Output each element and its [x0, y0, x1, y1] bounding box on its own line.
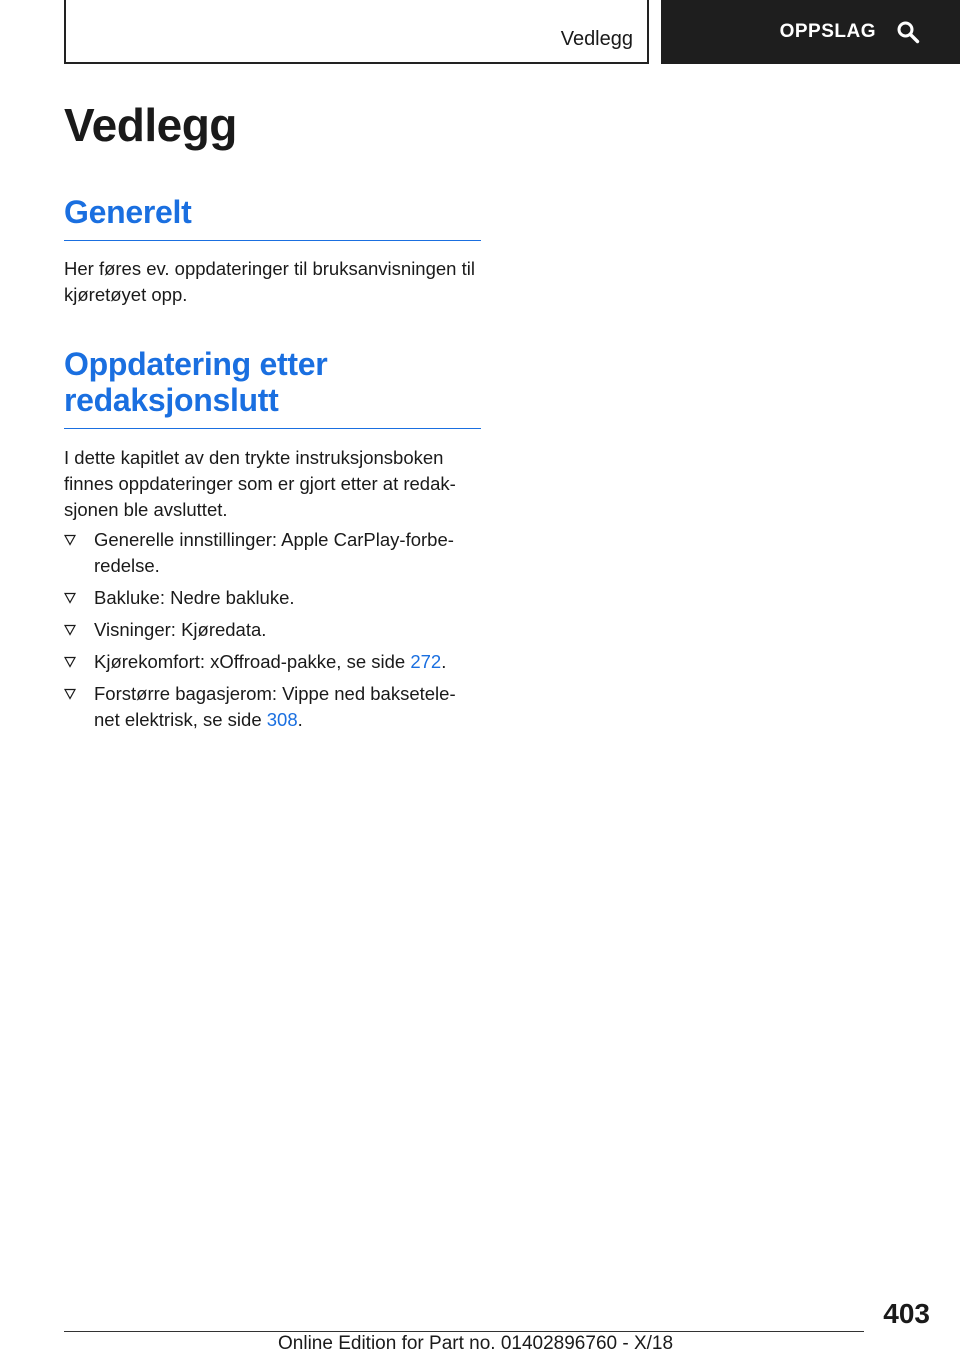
bullet-text: Bakluke: Nedre bakluke.: [94, 587, 295, 608]
page-number: 403: [883, 1298, 930, 1329]
section-paragraph-oppdatering: I dette kapitlet av den trykte instruksjonsboken finnes oppdateringer som er gjort etter at redak-sjonen ble avsluttet.: [64, 447, 456, 520]
triangle-bullet-icon: [64, 585, 78, 611]
list-item: [64, 617, 481, 643]
page-link-308[interactable]: 308: [266, 709, 298, 730]
triangle-bullet-icon: [64, 617, 78, 643]
triangle-bullet-icon: [64, 649, 78, 675]
header-section-label: Vedlegg: [560, 28, 633, 50]
page-link-272[interactable]: 272: [410, 651, 442, 672]
bullet-suffix: .: [441, 651, 447, 672]
section-heading-oppdatering: Oppdatering etter redaksjonslutt: [64, 346, 481, 429]
list-item: [64, 649, 481, 675]
triangle-bullet-icon: [64, 681, 78, 707]
update-bullet-list: [64, 527, 481, 739]
bullet-text: Kjørekomfort: xOffroad-pakke, se side: [94, 651, 411, 672]
bullet-text: Generelle innstillinger: Apple CarPlay-forbe-redelse.: [94, 529, 454, 576]
section-heading-generelt: Generelt: [64, 194, 481, 241]
list-item: [64, 527, 481, 579]
page-title: Vedlegg: [64, 99, 237, 151]
bullet-suffix: .: [297, 709, 303, 730]
triangle-bullet-icon: [64, 527, 78, 553]
list-item: [64, 585, 481, 611]
bullet-text: Forstørre bagasjerom: Vippe ned baksetele-net elektrisk, se side: [94, 683, 456, 730]
list-item: [64, 681, 481, 733]
footer-edition-text: Online Edition for Part no. 01402896760 - X/18: [278, 1333, 674, 1354]
oppslag-tab-label: OPPSLAG: [779, 21, 876, 42]
search-icon[interactable]: [896, 20, 920, 44]
header-section-box: [64, 0, 649, 64]
section-paragraph-generelt: Her føres ev. oppdateringer til bruksanvisningen til kjøretøyet opp.: [64, 258, 475, 305]
footer-divider: [64, 1331, 864, 1332]
bullet-text: Visninger: Kjøredata.: [94, 619, 267, 640]
header-oppslag-tab[interactable]: [661, 0, 960, 64]
